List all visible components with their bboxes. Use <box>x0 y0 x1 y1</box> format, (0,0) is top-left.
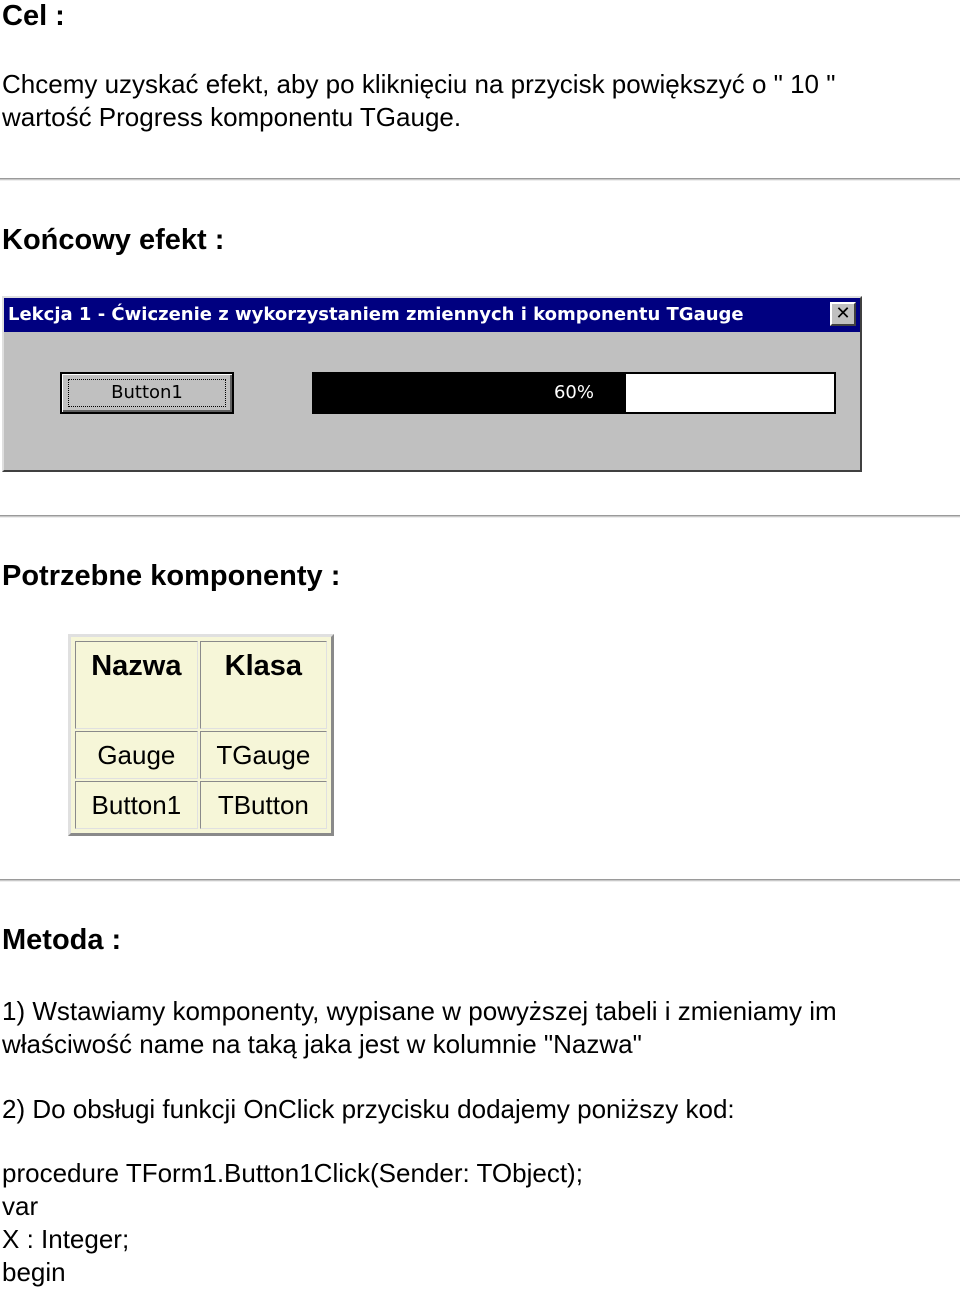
section-heading-efekt: Końcowy efekt : <box>2 224 225 256</box>
code-line-4: begin <box>2 1257 66 1287</box>
table-cell: Button1 <box>75 781 198 829</box>
table-cell: TButton <box>200 781 327 829</box>
code-block <box>2 1157 583 1289</box>
window-title: Lekcja 1 - Ćwiczenie z wykorzystaniem zmiennych i komponentu TGauge <box>8 304 744 325</box>
table-cell: TGauge <box>200 731 327 779</box>
gauge-progress-bar <box>312 372 836 414</box>
metoda-step-2 <box>2 1093 735 1126</box>
divider-1 <box>0 178 960 181</box>
table-row <box>75 781 327 829</box>
components-table <box>68 634 334 836</box>
code-line-1: procedure TForm1.Button1Click(Sender: TObject); <box>2 1158 583 1188</box>
section-heading-komponenty: Potrzebne komponenty : <box>2 560 341 592</box>
table-header-klasa: Klasa <box>200 641 327 729</box>
divider-3 <box>0 879 960 882</box>
step1-line-2: właściwość name na taką jaka jest w kolumnie "Nazwa" <box>2 1029 642 1059</box>
table-row <box>75 731 327 779</box>
table-cell: Gauge <box>75 731 198 779</box>
step1-line-1: 1) Wstawiamy komponenty, wypisane w powyższej tabeli i zmieniamy im <box>2 996 837 1026</box>
cel-description <box>2 68 835 134</box>
gauge-label: 60% <box>553 382 594 403</box>
code-line-2: var <box>2 1191 39 1221</box>
button1[interactable] <box>60 372 234 414</box>
window-titlebar <box>4 298 860 332</box>
section-heading-metoda: Metoda : <box>2 924 122 956</box>
close-icon[interactable]: ✕ <box>830 302 856 326</box>
code-line-3: X : Integer; <box>2 1224 130 1254</box>
dialog-window-screenshot <box>2 296 862 472</box>
step2-text: 2) Do obsługi funkcji OnClick przycisku dodajemy poniższy kod: <box>2 1094 735 1124</box>
cel-line-1: Chcemy uzyskać efekt, aby po kliknięciu na przycisk powiększyć o " 10 " <box>2 69 836 99</box>
metoda-step-1 <box>2 995 837 1061</box>
divider-2 <box>0 515 960 518</box>
section-heading-cel: Cel : <box>2 0 65 32</box>
button1-label: Button1 <box>68 379 226 407</box>
cel-line-2: wartość Progress komponentu TGauge. <box>2 102 462 132</box>
table-header-nazwa: Nazwa <box>75 641 198 729</box>
table-header-row <box>75 641 327 729</box>
